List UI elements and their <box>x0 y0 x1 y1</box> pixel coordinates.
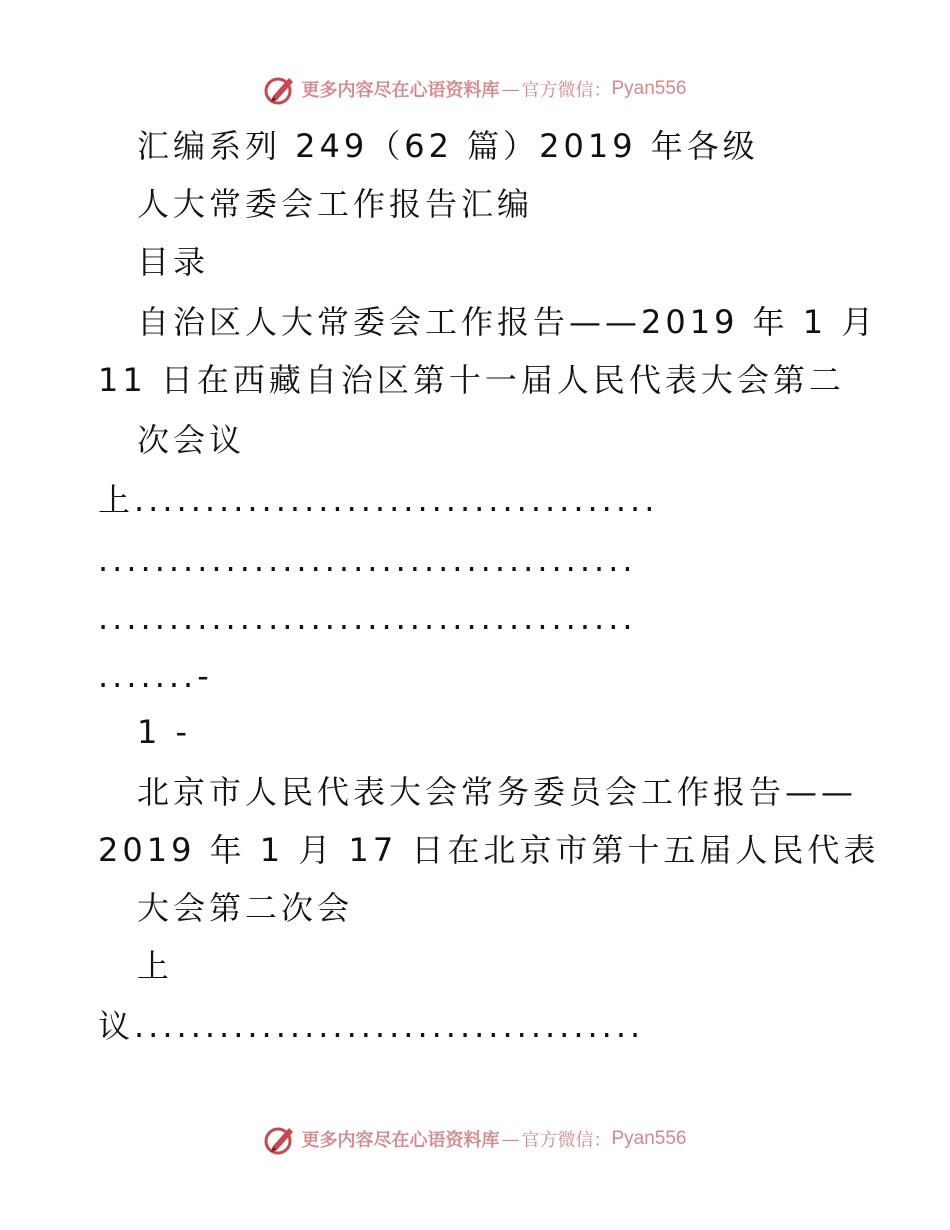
toc-page-number-1: 1 - <box>137 713 192 751</box>
toc-entry-2-line-2: 2019 年 1 月 17 日在北京市第十五届人民代表 <box>98 831 880 869</box>
watermark-footer <box>0 1122 950 1156</box>
watermark-wechat-id: Pyan556 <box>611 1128 687 1149</box>
doc-title-line-2: 人大常委会工作报告汇编 <box>137 185 534 223</box>
watermark-text: 更多内容尽在心语资料库 <box>301 1130 500 1151</box>
watermark-text: 更多内容尽在心语资料库 <box>301 80 500 101</box>
toc-entry-1-line-1: 自治区人大常委会工作报告——2019 年 1 月 <box>137 303 878 341</box>
watermark-wechat-id: Pyan556 <box>611 78 687 99</box>
toc-entry-1-line-2: 11 日在西藏自治区第十一届人民代表大会第二 <box>98 361 845 399</box>
watermark-wechat-label: 官方微信： <box>521 1130 612 1151</box>
watermark-separator: — <box>501 1128 520 1150</box>
toc-entry-1-line-3: 次会议 <box>137 421 246 459</box>
toc-leader-dots-3: ...................................... <box>98 599 637 637</box>
toc-entry-2-line-1: 北京市人民代表大会常务委员会工作报告—— <box>137 773 858 811</box>
toc-leader-dots-2: ...................................... <box>98 541 637 579</box>
pen-logo-icon <box>263 1122 297 1156</box>
toc-leader-dots-4: .......- <box>98 657 213 695</box>
toc-leader-dots-5: 议.................................... <box>98 1007 645 1045</box>
toc-entry-2-line-3: 大会第二次会 <box>137 889 354 927</box>
watermark-wechat-label: 官方微信： <box>521 80 612 101</box>
toc-heading: 目录 <box>137 243 210 281</box>
watermark-header <box>0 72 950 106</box>
pen-logo-icon <box>263 72 297 106</box>
watermark-separator: — <box>501 78 520 100</box>
doc-title-line-1: 汇编系列 249（62 篇）2019 年各级 <box>137 127 759 165</box>
toc-leader-dots-1: 上..................................... <box>98 481 659 519</box>
toc-entry-2-line-4: 上 <box>137 947 174 985</box>
